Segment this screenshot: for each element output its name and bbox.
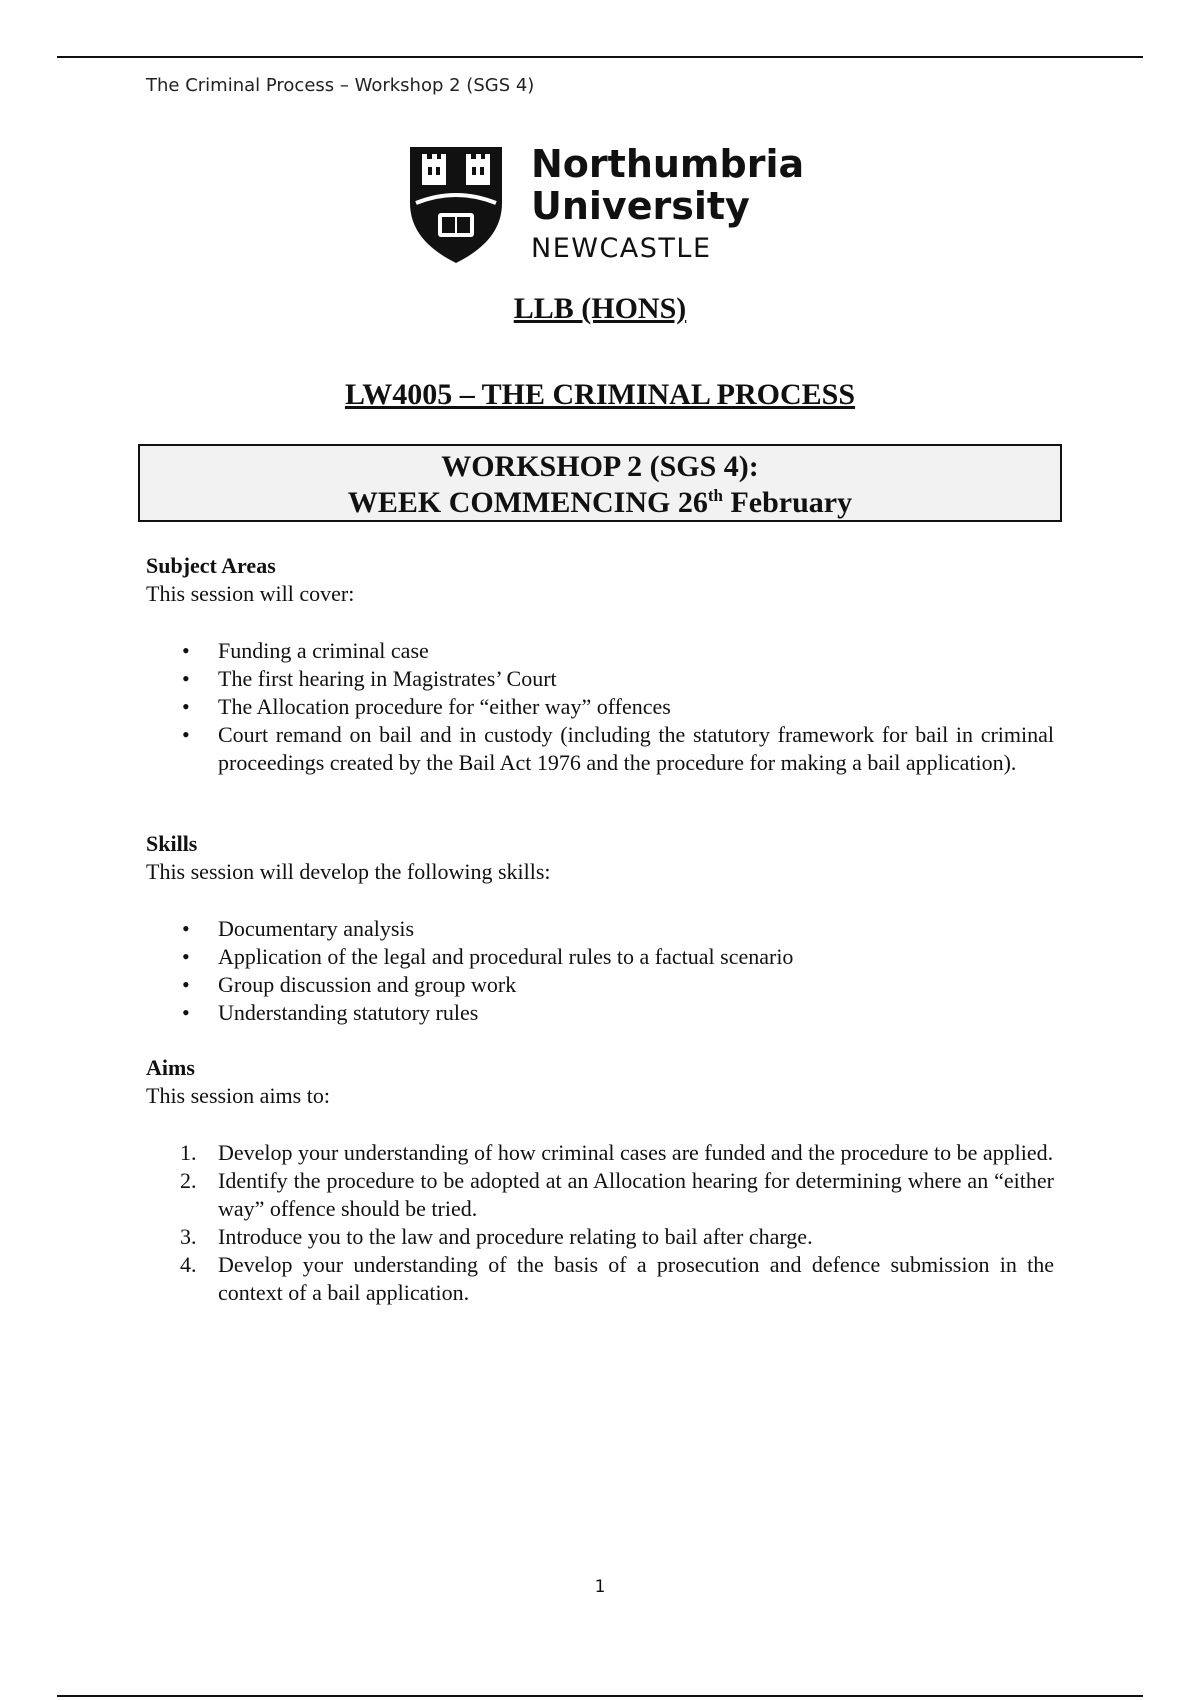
aims-list	[146, 1139, 1054, 1307]
list-number: 4.	[180, 1252, 197, 1277]
workshop-line2	[140, 485, 1060, 521]
skills-heading: Skills	[146, 831, 198, 856]
list-item: • The Allocation procedure for “either way” offences	[182, 694, 671, 719]
list-item: • The first hearing in Magistrates’ Court	[182, 666, 557, 691]
workshop-line1: WORKSHOP 2 (SGS 4):	[441, 450, 759, 483]
page-number: 1	[594, 1577, 606, 1597]
list-number: 2.	[180, 1168, 197, 1193]
list-number: 1.	[180, 1140, 197, 1165]
subject-areas-list	[146, 637, 1054, 777]
list-item: 4. Develop your understanding of the basis of a prosecution and defence submission in the context of a bail application.	[180, 1252, 1054, 1305]
header-rule	[57, 56, 1143, 58]
bullet-icon: •	[182, 972, 190, 997]
subject-areas-heading: Subject Areas	[146, 553, 276, 578]
week-commencing-month: February	[722, 486, 853, 519]
bullet-icon: •	[182, 694, 190, 719]
subject-areas-intro: This session will cover:	[146, 581, 355, 606]
workshop-banner	[138, 444, 1062, 522]
list-item: • Court remand on bail and in custody (including the statutory framework for bail in criminal proceedings created by the Bail Act 1976 and the procedure for making a bail application).	[182, 722, 1054, 775]
bullet-icon: •	[182, 666, 190, 691]
aims-intro: This session aims to:	[146, 1083, 330, 1108]
running-header: The Criminal Process – Workshop 2 (SGS 4)	[146, 75, 535, 96]
list-item: 1. Develop your understanding of how criminal cases are funded and the procedure to be applied.	[180, 1140, 1054, 1165]
bullet-icon: •	[182, 916, 190, 941]
list-item: 3. Introduce you to the law and procedure relating to bail after charge.	[180, 1224, 813, 1249]
bullet-icon: •	[182, 722, 190, 747]
list-item: • Documentary analysis	[182, 916, 415, 941]
list-item: • Funding a criminal case	[182, 638, 429, 663]
list-item: • Application of the legal and procedural rules to a factual scenario	[182, 944, 794, 969]
bullet-icon: •	[182, 638, 190, 663]
list-number: 3.	[180, 1224, 197, 1249]
skills-list	[146, 915, 1054, 1027]
logo-wordmark-university: University	[531, 184, 750, 228]
list-item: 2. Identify the procedure to be adopted at an Allocation hearing for determining where an “either way” offence should be tried.	[180, 1168, 1054, 1221]
module-title: LW4005 – THE CRIMINAL PROCESS	[344, 378, 856, 411]
university-logo	[408, 142, 805, 269]
logo-wordmark-northumbria: Northumbria	[531, 142, 805, 186]
programme-title: LLB (HONS)	[513, 292, 687, 325]
skills-intro: This session will develop the following skills:	[146, 859, 551, 884]
crest-icon	[408, 145, 504, 265]
list-item: • Group discussion and group work	[182, 972, 517, 997]
footer-rule	[57, 1695, 1143, 1697]
list-item: • Understanding statutory rules	[182, 1000, 479, 1025]
week-commencing-label: WEEK COMMENCING 26	[347, 486, 708, 519]
bullet-icon: •	[182, 944, 190, 969]
aims-heading: Aims	[146, 1055, 195, 1080]
bullet-icon: •	[182, 1000, 190, 1025]
logo-wordmark-newcastle: NEWCASTLE	[531, 233, 712, 264]
date-ordinal-suffix: th	[707, 486, 723, 505]
